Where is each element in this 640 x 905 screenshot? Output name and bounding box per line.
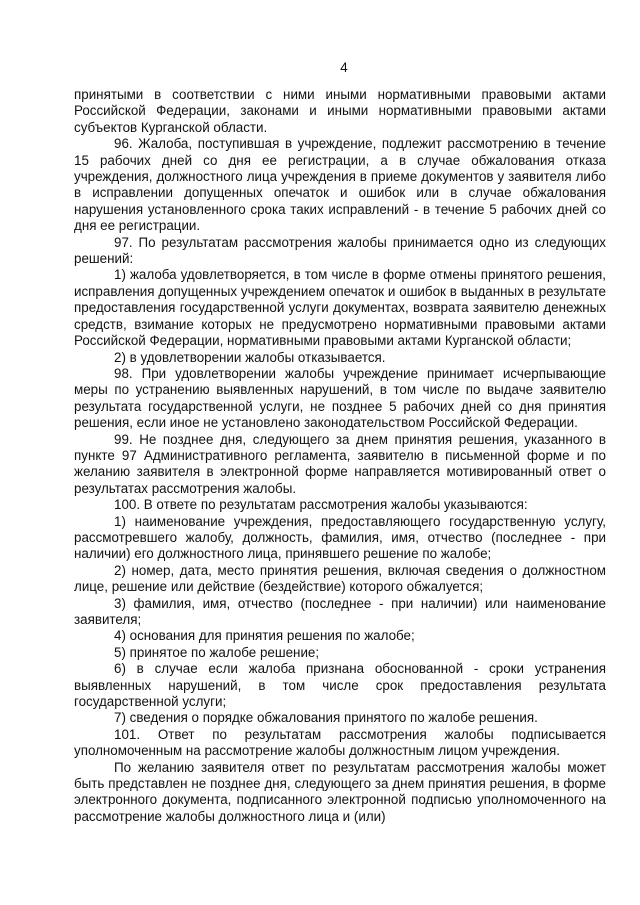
paragraph-continuation: принятыми в соответствии с ними иными нормативными правовыми актами Российской Федерации, законами и иными нормативными правовыми актами субъектов Курганской области. <box>74 87 606 135</box>
paragraph-100-item-1: 1) наименование учреждения, предоставляющего государственную услугу, рассмотревшего жалобу, должность, фамилия, имя, отчество (последнее - при наличии) его должностного лица, принявшего решение по жалобе; <box>74 513 606 562</box>
paragraph-97-item-2: 2) в удовлетворении жалобы отказывается. <box>114 349 386 365</box>
paragraph-101: 101. Ответ по результатам рассмотрения жалобы подписывается уполномоченным на рассмотрение жалобы должностным лицом учреждения. <box>74 726 606 759</box>
paragraph-100-item-2: 2) номер, дата, место принятия решения, включая сведения о должностном лице, решение или действие (бездействие) которого обжалуется; <box>74 562 606 595</box>
paragraph-100: 100. В ответе по результатам рассмотрения жалобы указываются: <box>114 497 528 513</box>
page-number: 4 <box>340 60 348 75</box>
paragraph-100-item-3: 3) фамилия, имя, отчество (последнее - при наличии) или наименование заявителя; <box>74 595 606 627</box>
paragraph-99: 99. Не позднее дня, следующего за днем принятия решения, указанного в пункте 97 Административного регламента, заявителю в письменной форме и по желанию заявителя в электронной форме направляется мотивированный ответ о результатах рассмотрения жалобы. <box>74 431 606 496</box>
paragraph-97: 97. По результатам рассмотрения жалобы принимается одно из следующих решений: <box>74 234 606 267</box>
paragraph-100-item-5: 5) принятое по жалобе решение; <box>114 644 320 660</box>
paragraph-97-item-1: 1) жалоба удовлетворяется, в том числе в форме отмены принятого решения, исправления допущенных учреждением опечаток и ошибок в выданных в результате предоставления государственной услуги документах, возврата заявителю денежных средств, взимание которых не предусмотрено нормативными правовыми актами Российской Федерации, нормативными правовыми актами Курганской области; <box>74 267 606 349</box>
document-body <box>74 87 606 825</box>
paragraph-96: 96. Жалоба, поступившая в учреждение, подлежит рассмотрению в течение 15 рабочих дней со дня ее регистрации, а в случае обжалования отказа учреждения, должностного лица учреждения в приеме документов у заявителя либо в исправлении допущенных опечаток и ошибок или в случае обжалования нарушения установленного срока таких исправлений - в течение 5 рабочих дней со дня ее регистрации. <box>74 136 606 234</box>
paragraph-100-item-7: 7) сведения о порядке обжалования принятого по жалобе решения. <box>114 710 538 726</box>
paragraph-101-electronic-answer: По желанию заявителя ответ по результатам рассмотрения жалобы может быть представлен не позднее дня, следующего за днем принятия решения, в форме электронного документа, подписанного электронной подписью уполномоченного на рассмотрение жалобы должностного лица и (или) <box>74 759 606 824</box>
paragraph-100-item-4: 4) основания для принятия решения по жалобе; <box>114 628 415 644</box>
paragraph-98: 98. При удовлетворении жалобы учреждение принимает исчерпывающие меры по устранению выявленных нарушений, в том числе по выдаче заявителю результата государственной услуги, не позднее 5 рабочих дней со дня принятия решения, если иное не установлено законодательством Российской Федерации. <box>74 365 606 431</box>
paragraph-100-item-6: 6) в случае если жалоба признана обоснованной - сроки устранения выявленных нарушений, в том числе срок предоставления результата государственной услуги; <box>74 661 606 710</box>
